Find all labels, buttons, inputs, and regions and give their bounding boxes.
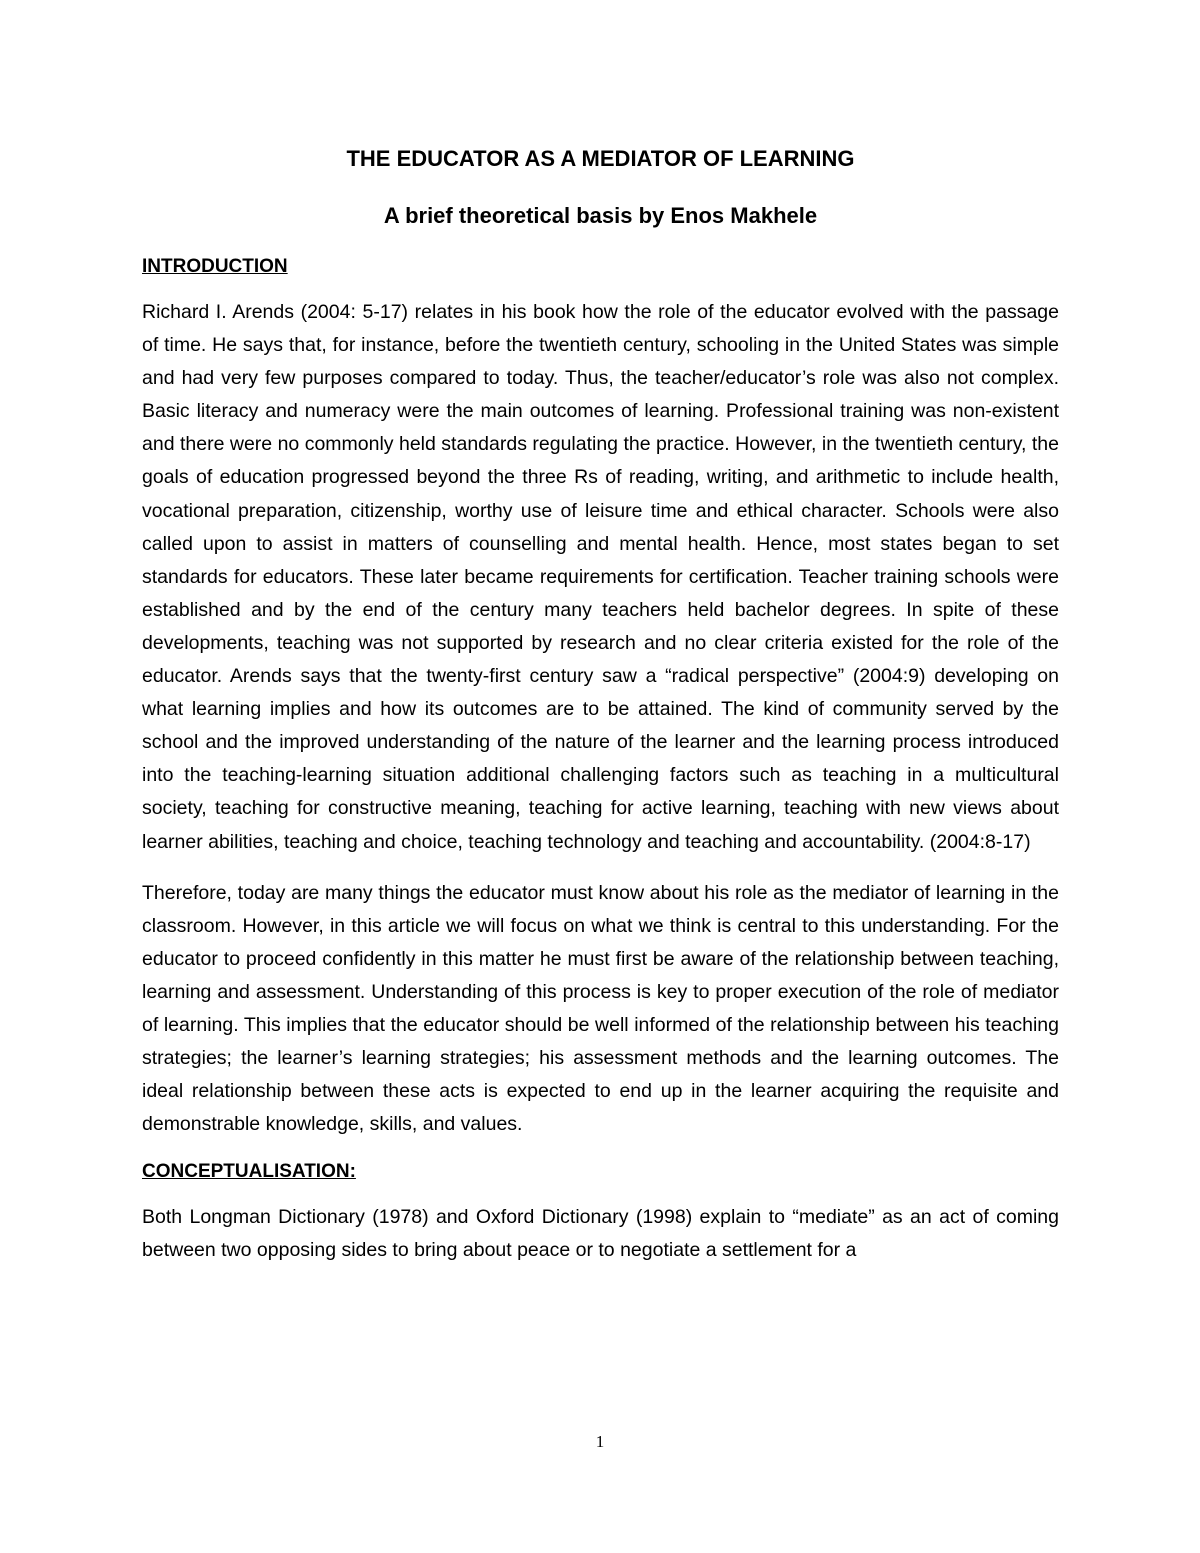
document-subtitle: A brief theoretical basis by Enos Makhele [383,203,818,228]
page-content [142,142,1059,1268]
section-heading-introduction: INTRODUCTION [142,256,288,277]
introduction-paragraph-2: Therefore, today are many things the educator must know about his role as the mediator of learning in the classroom. However, in this article we will focus on what we think is central to this understanding. For the educator to proceed confidently in this matter he must first be aware of the relationship between teaching, learning and assessment. Understanding of this process is key to proper execution of the role of mediator of learning. This implies that the educator should be well informed of the relationship between his teaching strategies; the learner’s learning strategies; his assessment methods and the learning outcomes. The ideal relationship between these acts is expected to end up in the learner acquiring the requisite and demonstrable knowledge, skills, and values. [142,881,1059,1136]
document-title: THE EDUCATOR AS A MEDIATOR OF LEARNING [346,146,855,171]
section-heading-conceptualisation: CONCEPTUALISATION: [142,1161,356,1183]
conceptualisation-paragraph-1: Both Longman Dictionary (1978) and Oxford Dictionary (1998) explain to “mediate” as an act of coming between two opposing sides to bring about peace or to negotiate a settlement for a [142,1206,1059,1262]
introduction-paragraph-1: Richard I. Arends (2004: 5-17) relates in his book how the role of the educator evolved with the passage of time. He says that, for instance, before the twentieth century, schooling in the United States was simple and had very few purposes compared to today. Thus, the teacher/educator’s role was also not complex. Basic literacy and numeracy were the main outcomes of learning. Professional training was non-existent and there were no commonly held standards regulating the practice. However, in the twentieth century, the goals of education progressed beyond the three Rs of reading, writing, and arithmetic to include health, vocational preparation, citizenship, worthy use of leisure time and ethical character. Schools were also called upon to assist in matters of counselling and mental health. Hence, most states began to set standards for educators. These later became requirements for certification. Teacher training schools were established and by the end of the century many teachers held bachelor degrees. In spite of these developments, teaching was not supported by research and no clear criteria existed for the role of the educator. Arends says that the twenty-first century saw a “radical perspective” (2004:9) developing on what learning implies and how its outcomes are to be attained. The kind of community served by the school and the improved understanding of the nature of the learner and the learning process introduced into the teaching-learning situation additional challenging factors such as teaching in a multicultural society, teaching for constructive meaning, teaching for active learning, teaching with new views about learner abilities, teaching and choice, teaching technology and teaching and accountability. (2004:8-17) [142,301,1059,853]
page-number: 1 [595,1432,605,1451]
